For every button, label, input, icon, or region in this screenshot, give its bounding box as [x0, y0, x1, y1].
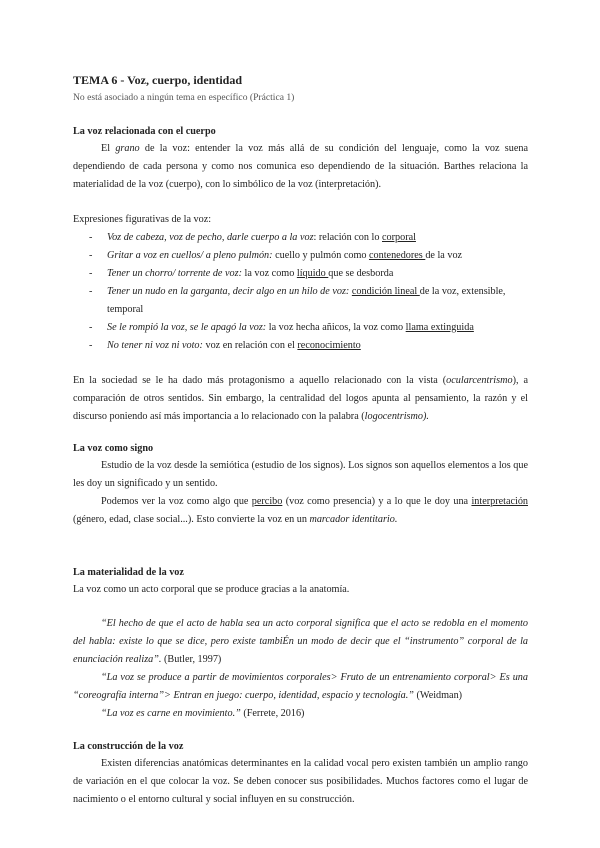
- text-span: de la voz: entender la voz más allá de su condición del lenguaje, como la voz suena dependiendo de cada persona y como nos comunica eso dependiendo de la situación. Barthes relaciona la materialidad de la voz (cuerpo), con lo simbólico de la voz (interpretación).: [73, 143, 528, 190]
- text-span: En la sociedad se le ha dado más protagonismo a aquello relacionado con la vista (: [73, 375, 447, 386]
- quote-text: “El hecho de que el acto de habla sea un acto corporal significa que el acto se redobla en el momento del habla: existe lo que se dice, pero existe tambiÉn un modo de decir que el “instrumento” corporal de la enunciación realiza”.: [73, 618, 528, 665]
- quote-text: “La voz es carne en movimiento.”: [101, 708, 241, 719]
- text-span: cuello y pulmón como: [272, 250, 370, 261]
- quote-butler: [73, 615, 528, 669]
- paragraph-semiotica: Estudio de la voz desde la semiótica (estudio de los signos). Los signos son aquellos elementos a los que les doy un significado y un sentido.: [73, 460, 528, 489]
- section-heading-voz-signo: La voz como signo: [73, 443, 154, 454]
- expression-text: Voz de cabeza, voz de pecho, darle cuerpo a la voz: [107, 232, 314, 243]
- term-ocularcentrismo: ocularcentrismo: [446, 375, 513, 386]
- quote-source: (Butler, 1997): [161, 654, 222, 665]
- underlined-term: condición lineal: [351, 286, 420, 297]
- section-heading-materialidad: La materialidad de la voz: [73, 567, 184, 578]
- page-title: TEMA 6 - Voz, cuerpo, identidad: [73, 73, 243, 87]
- quote-source: (Ferrete, 2016): [240, 708, 305, 719]
- document-page: [73, 72, 528, 809]
- expressions-list: [73, 229, 528, 355]
- text-span: voz en relación con el: [202, 340, 298, 351]
- expression-text: Gritar a voz en cuellos/ a pleno pulmón:: [107, 250, 273, 261]
- underlined-term: reconocimiento: [297, 340, 361, 351]
- list-item: [73, 229, 528, 247]
- paragraph-acto-corporal: La voz como un acto corporal que se produce gracias a la anatomía.: [73, 584, 350, 595]
- underlined-term: llama extinguida: [405, 322, 474, 333]
- list-item: [73, 319, 528, 337]
- quote-ferrete: [73, 705, 528, 723]
- paragraph-percibo: [73, 493, 528, 529]
- quote-text: “La voz se produce a partir de movimientos corporales> Fruto de un entrenamiento corporal> Es una “coreografía interna”> Entran en juego: cuerpo, identidad, espacio y tecnología.”: [73, 672, 528, 701]
- list-intro: Expresiones figurativas de la voz:: [73, 214, 212, 225]
- underlined-term: corporal: [382, 232, 416, 243]
- text-span: (voz como presencia) y a lo que le doy una: [282, 496, 472, 507]
- text-span: ), a comparación de otros sentidos. Sin embargo, la centralidad del logos apunta al pensamiento, la razón y el discurso poniendo así más importancia a lo relacionado con la palabra (: [73, 375, 528, 422]
- section-heading-construccion: La construcción de la voz: [73, 741, 184, 752]
- page-subtitle: No está asociado a ningún tema en específico (Práctica 1): [73, 92, 295, 103]
- text-span: Podemos ver la voz como algo que: [101, 496, 252, 507]
- list-item: [73, 265, 528, 283]
- text-span: (género, edad, clase social...). Esto convierte la voz en un: [73, 514, 310, 525]
- underlined-term: líquido: [296, 268, 329, 279]
- list-item: [73, 283, 528, 319]
- text-span: de la voz: [425, 250, 463, 261]
- quote-weidman: [73, 669, 528, 705]
- term-marcador: marcador identitario.: [309, 514, 398, 525]
- expression-text: Se le rompió la voz, se le apagó la voz:: [107, 322, 267, 333]
- paragraph-ocularcentrismo: [73, 372, 528, 426]
- paragraph-grano: [73, 140, 528, 194]
- list-item: [73, 337, 528, 355]
- text-span: que se desborda: [328, 268, 394, 279]
- text-span: la voz como: [241, 268, 297, 279]
- underlined-term: percibo: [251, 496, 283, 507]
- underlined-term: interpretación: [471, 496, 529, 507]
- text-span: El: [101, 143, 116, 154]
- section-heading-voz-cuerpo: La voz relacionada con el cuerpo: [73, 126, 216, 137]
- text-span: la voz hecha añicos, la voz como: [266, 322, 406, 333]
- text-span: : relación con lo: [313, 232, 382, 243]
- underlined-term: contenedores: [369, 250, 426, 261]
- term-logocentrismo: logocentrismo).: [364, 411, 429, 422]
- quote-source: (Weidman): [413, 690, 463, 701]
- paragraph-construccion: Existen diferencias anatómicas determinantes en la calidad vocal pero existen también un amplio rango de variación en el que colocar la voz. Se deben conocer sus posibilidades. Muchos factores como el lugar de nacimiento o el entorno cultural y social influyen en su construcción.: [73, 758, 528, 805]
- term-grano: grano: [115, 143, 140, 154]
- expression-text: No tener ni voz ni voto:: [107, 340, 203, 351]
- list-item: [73, 247, 528, 265]
- expression-text: Tener un chorro/ torrente de voz:: [107, 268, 242, 279]
- text-span: de la voz, extensible, temporal: [107, 286, 506, 315]
- expression-text: Tener un nudo en la garganta, decir algo en un hilo de voz:: [107, 286, 350, 297]
